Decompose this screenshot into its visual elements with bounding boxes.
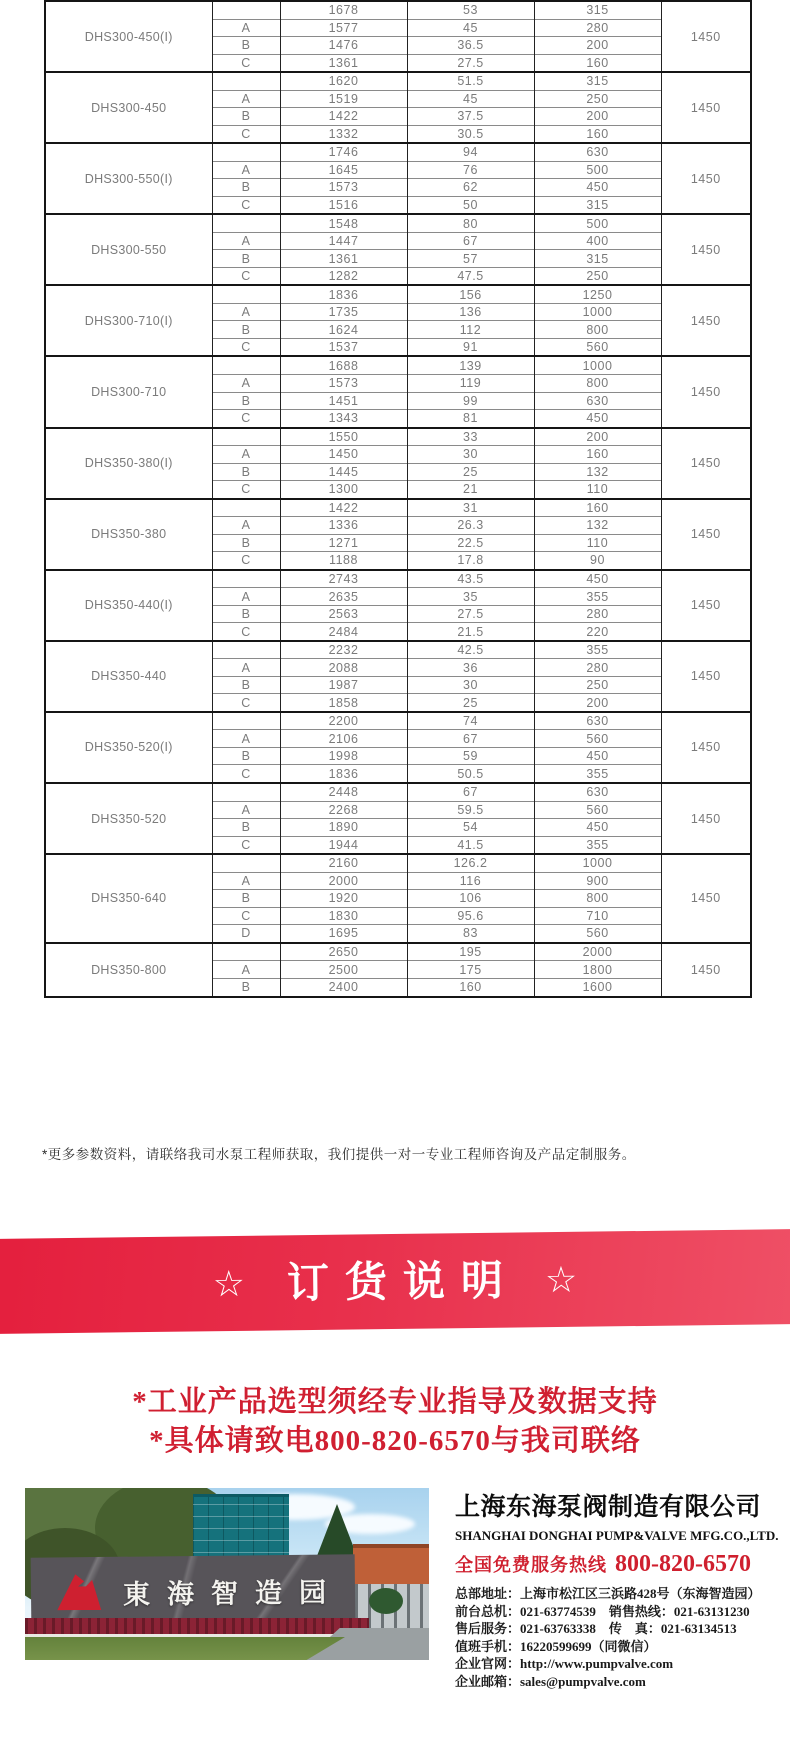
grade-cell: C bbox=[212, 836, 280, 854]
speed-cell: 1450 bbox=[661, 356, 751, 427]
flow-cell: 2232 bbox=[280, 641, 407, 659]
table-row bbox=[45, 356, 751, 374]
speed-cell: 1450 bbox=[661, 499, 751, 570]
contact-line-mobile: 值班手机：16220599699（同微信） bbox=[455, 1638, 657, 1654]
power-cell: 106 bbox=[407, 890, 534, 908]
grade-cell: C bbox=[212, 623, 280, 641]
star-left-icon: ☆ bbox=[212, 1262, 246, 1304]
company-name-cn: 上海东海泵阀制造有限公司 bbox=[455, 1493, 762, 1521]
company-info bbox=[455, 1487, 785, 1691]
head-cell: 2000 bbox=[534, 943, 661, 961]
grade-cell: B bbox=[212, 108, 280, 126]
flow-cell: 1998 bbox=[280, 747, 407, 765]
head-cell: 250 bbox=[534, 90, 661, 108]
grade-cell: C bbox=[212, 125, 280, 143]
model-cell: DHS350-380 bbox=[45, 499, 212, 570]
grade-cell: A bbox=[212, 730, 280, 748]
head-cell: 132 bbox=[534, 463, 661, 481]
contact-line-address: 总部地址：上海市松江区三浜路428号（东海智造园） bbox=[455, 1586, 761, 1601]
head-cell: 160 bbox=[534, 499, 661, 517]
flow-cell: 2500 bbox=[280, 961, 407, 979]
head-cell: 250 bbox=[534, 676, 661, 694]
hotline-number: 800-820-6570 bbox=[615, 1551, 751, 1577]
flow-cell: 1573 bbox=[280, 179, 407, 197]
flow-cell: 1445 bbox=[280, 463, 407, 481]
contact-line-phones-2: 售后服务：021-63763338 传 真：021-63134513 bbox=[455, 1621, 737, 1637]
power-cell: 41.5 bbox=[407, 836, 534, 854]
power-cell: 74 bbox=[407, 712, 534, 730]
flow-cell: 2000 bbox=[280, 872, 407, 890]
head-cell: 450 bbox=[534, 179, 661, 197]
grade-cell bbox=[212, 854, 280, 872]
power-cell: 62 bbox=[407, 179, 534, 197]
flow-cell: 1624 bbox=[280, 321, 407, 339]
head-cell: 900 bbox=[534, 872, 661, 890]
flow-cell: 1271 bbox=[280, 534, 407, 552]
grade-cell bbox=[212, 285, 280, 303]
model-cell: DHS300-550 bbox=[45, 214, 212, 285]
flow-cell: 1735 bbox=[280, 303, 407, 321]
grade-cell bbox=[212, 943, 280, 961]
power-cell: 30 bbox=[407, 676, 534, 694]
table-row bbox=[45, 943, 751, 961]
head-cell: 560 bbox=[534, 338, 661, 356]
head-cell: 315 bbox=[534, 1, 661, 19]
head-cell: 315 bbox=[534, 250, 661, 268]
power-cell: 156 bbox=[407, 285, 534, 303]
flow-cell: 2635 bbox=[280, 588, 407, 606]
grade-cell: C bbox=[212, 196, 280, 214]
speed-cell: 1450 bbox=[661, 943, 751, 997]
flow-cell: 2743 bbox=[280, 570, 407, 588]
plant-shape bbox=[369, 1588, 403, 1614]
model-cell: DHS300-710 bbox=[45, 356, 212, 427]
head-cell: 160 bbox=[534, 125, 661, 143]
power-cell: 47.5 bbox=[407, 267, 534, 285]
head-cell: 800 bbox=[534, 890, 661, 908]
grade-cell: A bbox=[212, 872, 280, 890]
factory-photo bbox=[25, 1488, 429, 1660]
grade-cell: C bbox=[212, 267, 280, 285]
power-cell: 160 bbox=[407, 978, 534, 997]
power-cell: 43.5 bbox=[407, 570, 534, 588]
flow-cell: 1361 bbox=[280, 54, 407, 72]
table-row bbox=[45, 854, 751, 872]
flow-cell: 2106 bbox=[280, 730, 407, 748]
head-cell: 355 bbox=[534, 765, 661, 783]
head-cell: 1000 bbox=[534, 356, 661, 374]
head-cell: 280 bbox=[534, 605, 661, 623]
head-cell: 450 bbox=[534, 410, 661, 428]
flow-cell: 1688 bbox=[280, 356, 407, 374]
grade-cell: B bbox=[212, 819, 280, 837]
power-cell: 67 bbox=[407, 232, 534, 250]
head-cell: 110 bbox=[534, 481, 661, 499]
power-cell: 112 bbox=[407, 321, 534, 339]
head-cell: 710 bbox=[534, 907, 661, 925]
flow-cell: 1447 bbox=[280, 232, 407, 250]
head-cell: 630 bbox=[534, 143, 661, 161]
model-cell: DHS350-640 bbox=[45, 854, 212, 943]
head-cell: 800 bbox=[534, 375, 661, 393]
power-cell: 36.5 bbox=[407, 37, 534, 55]
power-cell: 35 bbox=[407, 588, 534, 606]
model-cell: DHS350-380(I) bbox=[45, 428, 212, 499]
table-footnote: *更多参数资料，请联络我司水泵工程师获取，我们提供一对一专业工程师咨询及产品定制服务。 bbox=[42, 1147, 636, 1162]
flow-cell: 1188 bbox=[280, 552, 407, 570]
banner-title: 订货说明 bbox=[286, 1255, 520, 1306]
power-cell: 31 bbox=[407, 499, 534, 517]
power-cell: 21 bbox=[407, 481, 534, 499]
grade-cell: A bbox=[212, 446, 280, 464]
power-cell: 119 bbox=[407, 375, 534, 393]
power-cell: 67 bbox=[407, 730, 534, 748]
power-cell: 51.5 bbox=[407, 72, 534, 90]
head-cell: 315 bbox=[534, 196, 661, 214]
table-row bbox=[45, 1, 751, 19]
grade-cell: B bbox=[212, 676, 280, 694]
power-cell: 33 bbox=[407, 428, 534, 446]
grade-cell bbox=[212, 499, 280, 517]
speed-cell: 1450 bbox=[661, 712, 751, 783]
power-cell: 99 bbox=[407, 392, 534, 410]
grade-cell bbox=[212, 1, 280, 19]
head-cell: 355 bbox=[534, 588, 661, 606]
flow-cell: 1476 bbox=[280, 37, 407, 55]
power-cell: 50 bbox=[407, 196, 534, 214]
contact-line-phones-1: 前台总机：021-63774539 销售热线：021-63131230 bbox=[455, 1603, 750, 1619]
model-cell: DHS300-450 bbox=[45, 72, 212, 143]
flow-cell: 1361 bbox=[280, 250, 407, 268]
company-name-en: SHANGHAI DONGHAI PUMP&VALVE MFG.CO.,LTD. bbox=[455, 1528, 779, 1543]
flow-cell: 2200 bbox=[280, 712, 407, 730]
power-cell: 54 bbox=[407, 819, 534, 837]
power-cell: 95.6 bbox=[407, 907, 534, 925]
head-cell: 1250 bbox=[534, 285, 661, 303]
head-cell: 800 bbox=[534, 321, 661, 339]
order-notices bbox=[0, 1380, 790, 1465]
head-cell: 220 bbox=[534, 623, 661, 641]
flower-hedge bbox=[25, 1618, 369, 1635]
sign-wall bbox=[31, 1554, 356, 1627]
flow-cell: 1450 bbox=[280, 446, 407, 464]
grade-cell: A bbox=[212, 961, 280, 979]
flow-cell: 1332 bbox=[280, 125, 407, 143]
power-cell: 139 bbox=[407, 356, 534, 374]
grade-cell bbox=[212, 72, 280, 90]
grade-cell: B bbox=[212, 250, 280, 268]
flow-cell: 1451 bbox=[280, 392, 407, 410]
speed-cell: 1450 bbox=[661, 285, 751, 356]
grade-cell: C bbox=[212, 552, 280, 570]
grade-cell: B bbox=[212, 605, 280, 623]
head-cell: 450 bbox=[534, 747, 661, 765]
grade-cell: A bbox=[212, 19, 280, 37]
flow-cell: 2088 bbox=[280, 659, 407, 677]
flow-cell: 1944 bbox=[280, 836, 407, 854]
power-cell: 27.5 bbox=[407, 605, 534, 623]
notice-line-1: *工业产品选型须经专业指导及数据支持 bbox=[132, 1386, 658, 1418]
speed-cell: 1450 bbox=[661, 143, 751, 214]
model-cell: DHS350-520(I) bbox=[45, 712, 212, 783]
head-cell: 110 bbox=[534, 534, 661, 552]
flow-cell: 1830 bbox=[280, 907, 407, 925]
power-cell: 67 bbox=[407, 783, 534, 801]
grade-cell bbox=[212, 356, 280, 374]
speed-cell: 1450 bbox=[661, 428, 751, 499]
power-cell: 17.8 bbox=[407, 552, 534, 570]
flow-cell: 1573 bbox=[280, 375, 407, 393]
flow-cell: 1920 bbox=[280, 890, 407, 908]
model-cell: DHS350-520 bbox=[45, 783, 212, 854]
flow-cell: 1746 bbox=[280, 143, 407, 161]
power-cell: 59 bbox=[407, 747, 534, 765]
head-cell: 250 bbox=[534, 267, 661, 285]
head-cell: 315 bbox=[534, 72, 661, 90]
head-cell: 200 bbox=[534, 108, 661, 126]
flow-cell: 1343 bbox=[280, 410, 407, 428]
flow-cell: 1645 bbox=[280, 161, 407, 179]
flow-cell: 1836 bbox=[280, 765, 407, 783]
flow-cell: 1695 bbox=[280, 925, 407, 943]
grade-cell: A bbox=[212, 517, 280, 535]
power-cell: 25 bbox=[407, 463, 534, 481]
head-cell: 1000 bbox=[534, 854, 661, 872]
grade-cell: B bbox=[212, 534, 280, 552]
speed-cell: 1450 bbox=[661, 570, 751, 641]
head-cell: 200 bbox=[534, 37, 661, 55]
grade-cell bbox=[212, 570, 280, 588]
grade-cell: A bbox=[212, 375, 280, 393]
power-cell: 37.5 bbox=[407, 108, 534, 126]
head-cell: 560 bbox=[534, 801, 661, 819]
grade-cell bbox=[212, 712, 280, 730]
grade-cell: B bbox=[212, 463, 280, 481]
park-sign-text: 東海智造园 bbox=[122, 1576, 344, 1610]
grade-cell: B bbox=[212, 747, 280, 765]
head-cell: 280 bbox=[534, 19, 661, 37]
table-row bbox=[45, 783, 751, 801]
grade-cell: C bbox=[212, 54, 280, 72]
contact-line-email[interactable]: 企业邮箱：sales@pumpvalve.com bbox=[455, 1673, 646, 1689]
head-cell: 1600 bbox=[534, 978, 661, 997]
power-cell: 116 bbox=[407, 872, 534, 890]
head-cell: 500 bbox=[534, 161, 661, 179]
service-hotline bbox=[455, 1551, 785, 1578]
grade-cell: A bbox=[212, 659, 280, 677]
grade-cell: C bbox=[212, 410, 280, 428]
flow-cell: 2160 bbox=[280, 854, 407, 872]
power-cell: 59.5 bbox=[407, 801, 534, 819]
star-right-icon: ☆ bbox=[544, 1258, 578, 1300]
grade-cell: A bbox=[212, 303, 280, 321]
head-cell: 200 bbox=[534, 694, 661, 712]
speed-cell: 1450 bbox=[661, 641, 751, 712]
power-cell: 126.2 bbox=[407, 854, 534, 872]
grade-cell bbox=[212, 783, 280, 801]
table-row bbox=[45, 499, 751, 517]
grade-cell bbox=[212, 143, 280, 161]
power-cell: 53 bbox=[407, 1, 534, 19]
contact-details bbox=[455, 1585, 785, 1691]
flow-cell: 2650 bbox=[280, 943, 407, 961]
flow-cell: 1336 bbox=[280, 517, 407, 535]
grade-cell: B bbox=[212, 392, 280, 410]
head-cell: 400 bbox=[534, 232, 661, 250]
model-cell: DHS350-440(I) bbox=[45, 570, 212, 641]
power-cell: 81 bbox=[407, 410, 534, 428]
power-cell: 136 bbox=[407, 303, 534, 321]
head-cell: 1800 bbox=[534, 961, 661, 979]
spec-table bbox=[44, 0, 752, 998]
head-cell: 560 bbox=[534, 730, 661, 748]
head-cell: 160 bbox=[534, 54, 661, 72]
grade-cell: A bbox=[212, 90, 280, 108]
power-cell: 57 bbox=[407, 250, 534, 268]
head-cell: 200 bbox=[534, 428, 661, 446]
head-cell: 355 bbox=[534, 641, 661, 659]
table-row bbox=[45, 72, 751, 90]
power-cell: 36 bbox=[407, 659, 534, 677]
grade-cell: B bbox=[212, 37, 280, 55]
head-cell: 280 bbox=[534, 659, 661, 677]
table-row bbox=[45, 214, 751, 232]
head-cell: 560 bbox=[534, 925, 661, 943]
flow-cell: 1836 bbox=[280, 285, 407, 303]
power-cell: 76 bbox=[407, 161, 534, 179]
flow-cell: 1577 bbox=[280, 19, 407, 37]
order-info-banner bbox=[0, 1229, 790, 1334]
speed-cell: 1450 bbox=[661, 1, 751, 72]
head-cell: 630 bbox=[534, 783, 661, 801]
grade-cell: A bbox=[212, 161, 280, 179]
model-cell: DHS300-450(I) bbox=[45, 1, 212, 72]
flow-cell: 1858 bbox=[280, 694, 407, 712]
grade-cell bbox=[212, 214, 280, 232]
flow-cell: 1422 bbox=[280, 499, 407, 517]
grade-cell: A bbox=[212, 232, 280, 250]
flow-cell: 1620 bbox=[280, 72, 407, 90]
table-row bbox=[45, 285, 751, 303]
grade-cell: B bbox=[212, 321, 280, 339]
flow-cell: 1282 bbox=[280, 267, 407, 285]
flow-cell: 1537 bbox=[280, 338, 407, 356]
table-row bbox=[45, 712, 751, 730]
flow-cell: 1890 bbox=[280, 819, 407, 837]
flow-cell: 2563 bbox=[280, 605, 407, 623]
speed-cell: 1450 bbox=[661, 783, 751, 854]
grade-cell: B bbox=[212, 890, 280, 908]
model-cell: DHS350-440 bbox=[45, 641, 212, 712]
power-cell: 175 bbox=[407, 961, 534, 979]
speed-cell: 1450 bbox=[661, 214, 751, 285]
speed-cell: 1450 bbox=[661, 72, 751, 143]
table-row bbox=[45, 428, 751, 446]
model-cell: DHS300-550(I) bbox=[45, 143, 212, 214]
head-cell: 630 bbox=[534, 712, 661, 730]
power-cell: 45 bbox=[407, 90, 534, 108]
flow-cell: 2400 bbox=[280, 978, 407, 997]
power-cell: 30 bbox=[407, 446, 534, 464]
power-cell: 45 bbox=[407, 19, 534, 37]
table-row bbox=[45, 641, 751, 659]
power-cell: 22.5 bbox=[407, 534, 534, 552]
pump-spec-table bbox=[44, 0, 752, 998]
flow-cell: 2484 bbox=[280, 623, 407, 641]
flow-cell: 2268 bbox=[280, 801, 407, 819]
speed-cell: 1450 bbox=[661, 854, 751, 943]
power-cell: 83 bbox=[407, 925, 534, 943]
grade-cell: C bbox=[212, 694, 280, 712]
spec-table-body bbox=[45, 1, 751, 997]
grade-cell: C bbox=[212, 765, 280, 783]
grade-cell: D bbox=[212, 925, 280, 943]
lawn bbox=[25, 1637, 345, 1660]
flow-cell: 1519 bbox=[280, 90, 407, 108]
flow-cell: 1300 bbox=[280, 481, 407, 499]
grade-cell: C bbox=[212, 481, 280, 499]
flow-cell: 2448 bbox=[280, 783, 407, 801]
grade-cell bbox=[212, 428, 280, 446]
power-cell: 30.5 bbox=[407, 125, 534, 143]
grade-cell: A bbox=[212, 588, 280, 606]
power-cell: 27.5 bbox=[407, 54, 534, 72]
flow-cell: 1987 bbox=[280, 676, 407, 694]
head-cell: 630 bbox=[534, 392, 661, 410]
notice-line-2: *具体请致电800-820-6570与我司联络 bbox=[149, 1425, 641, 1458]
flow-cell: 1550 bbox=[280, 428, 407, 446]
flow-cell: 1422 bbox=[280, 108, 407, 126]
power-cell: 25 bbox=[407, 694, 534, 712]
head-cell: 450 bbox=[534, 819, 661, 837]
power-cell: 21.5 bbox=[407, 623, 534, 641]
power-cell: 26.3 bbox=[407, 517, 534, 535]
hotline-label: 全国免费服务热线 bbox=[455, 1555, 607, 1575]
grade-cell: C bbox=[212, 907, 280, 925]
power-cell: 91 bbox=[407, 338, 534, 356]
grade-cell: B bbox=[212, 179, 280, 197]
power-cell: 42.5 bbox=[407, 641, 534, 659]
head-cell: 500 bbox=[534, 214, 661, 232]
table-row bbox=[45, 570, 751, 588]
head-cell: 450 bbox=[534, 570, 661, 588]
power-cell: 195 bbox=[407, 943, 534, 961]
donghai-logo-icon bbox=[57, 1574, 101, 1610]
head-cell: 90 bbox=[534, 552, 661, 570]
power-cell: 80 bbox=[407, 214, 534, 232]
model-cell: DHS350-800 bbox=[45, 943, 212, 997]
table-row bbox=[45, 143, 751, 161]
model-cell: DHS300-710(I) bbox=[45, 285, 212, 356]
head-cell: 1000 bbox=[534, 303, 661, 321]
power-cell: 50.5 bbox=[407, 765, 534, 783]
contact-line-website[interactable]: 企业官网：http://www.pumpvalve.com bbox=[455, 1656, 674, 1672]
flow-cell: 1516 bbox=[280, 196, 407, 214]
flow-cell: 1548 bbox=[280, 214, 407, 232]
grade-cell: A bbox=[212, 801, 280, 819]
head-cell: 160 bbox=[534, 446, 661, 464]
head-cell: 132 bbox=[534, 517, 661, 535]
grade-cell: B bbox=[212, 978, 280, 997]
power-cell: 94 bbox=[407, 143, 534, 161]
head-cell: 355 bbox=[534, 836, 661, 854]
flow-cell: 1678 bbox=[280, 1, 407, 19]
grade-cell bbox=[212, 641, 280, 659]
grade-cell: C bbox=[212, 338, 280, 356]
